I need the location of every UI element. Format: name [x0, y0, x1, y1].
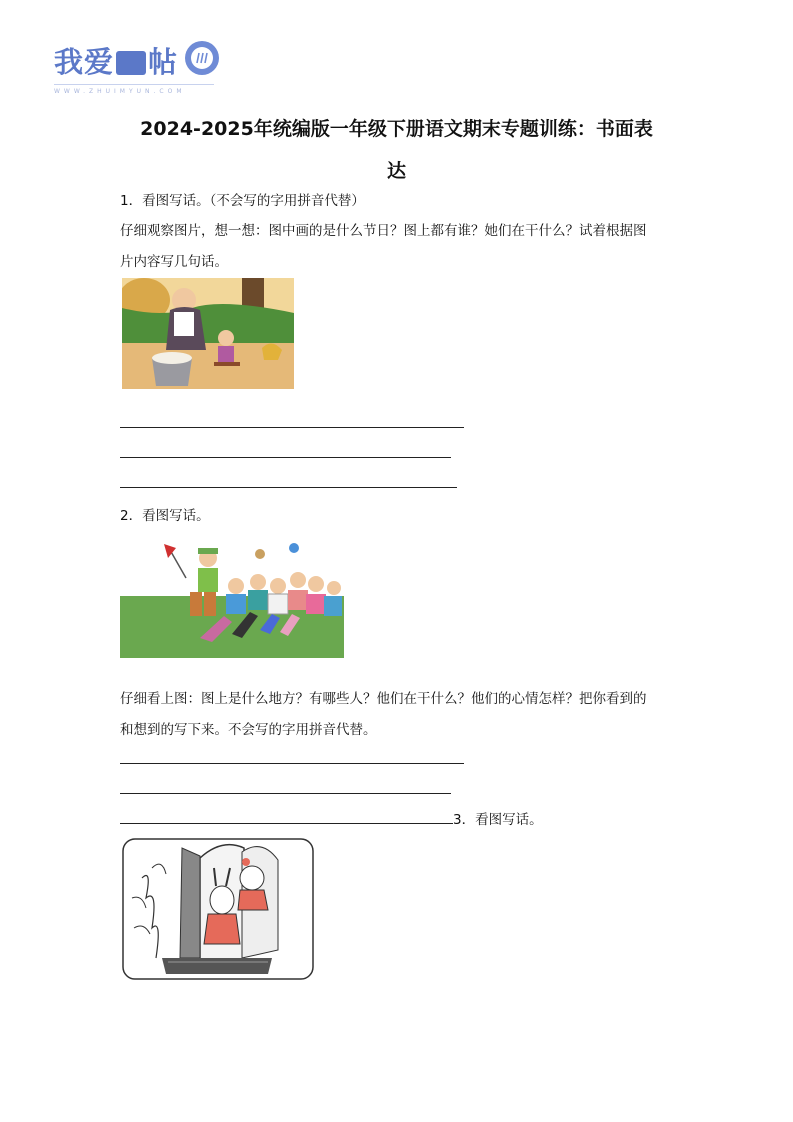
chat-bubble-icon: [185, 41, 219, 75]
logo-text: 我爱 帖: [54, 45, 179, 79]
q2-heading: 2．看图写话。: [120, 508, 210, 524]
q3-illustration: [122, 838, 314, 980]
page-title: 2024-2025年统编版一年级下册语文期末专题训练：书面表: [140, 118, 653, 140]
q2-body-line1: 仔细看上图：图上是什么地方？有哪些人？他们在干什么？他们的心情怎样？把你看到的: [120, 691, 647, 707]
q2-answer-line[interactable]: [120, 823, 453, 824]
q1-body-line1: 仔细观察图片，想一想：图中画的是什么节日？图上都有谁？她们在干什么？试着根据图: [120, 223, 647, 239]
logo-url: WWW.ZHUIMYUN.COM: [54, 88, 186, 95]
q1-heading: 1．看图写话。（不会写的字用拼音代替）: [120, 193, 365, 209]
q1-answer-line[interactable]: [120, 457, 451, 458]
logo-mark-icon: [116, 51, 146, 75]
q3-heading: 3．看图写话。: [453, 812, 543, 828]
q1-body-line2: 片内容写几句话。: [120, 254, 228, 270]
q1-answer-line[interactable]: [120, 427, 464, 428]
q2-body-line2: 和想到的写下来。不会写的字用拼音代替。: [120, 722, 377, 738]
site-logo: [52, 38, 227, 100]
q2-answer-line[interactable]: [120, 763, 464, 764]
q1-answer-line[interactable]: [120, 487, 457, 488]
q1-illustration: [122, 278, 294, 389]
page-title-cont: 达: [386, 160, 406, 182]
q2-illustration: [120, 538, 344, 658]
q2-answer-line[interactable]: [120, 793, 451, 794]
logo-divider: [54, 84, 214, 85]
